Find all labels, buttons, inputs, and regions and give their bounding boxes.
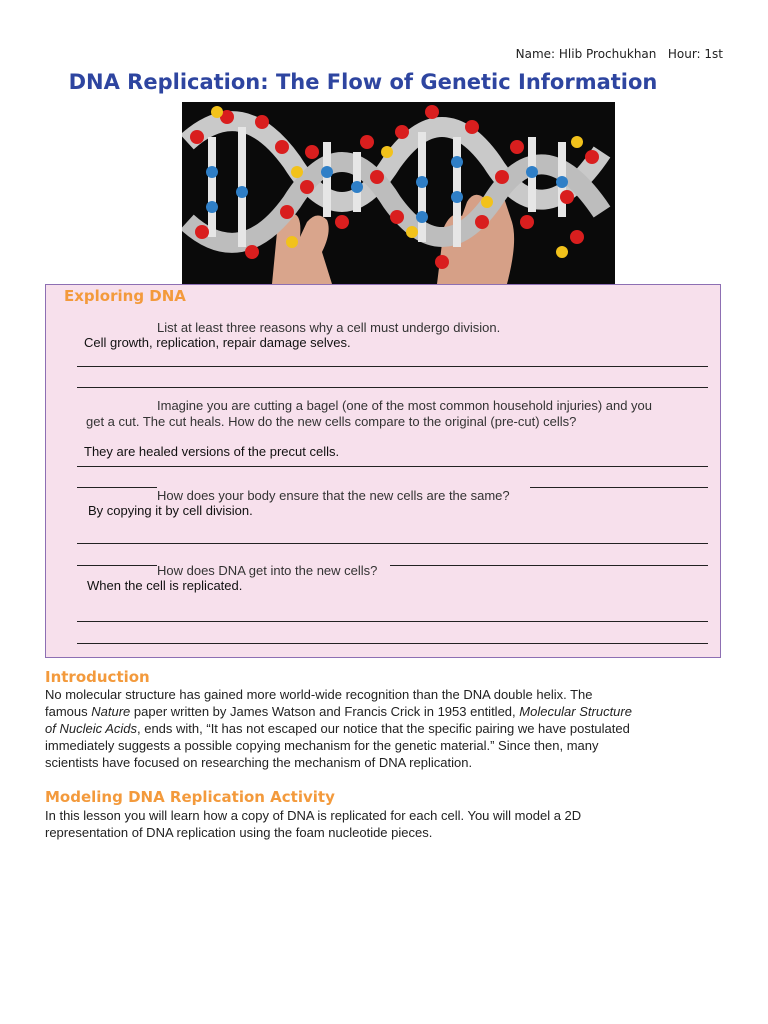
nature-journal: Nature — [91, 704, 131, 719]
page-title: DNA Replication: The Flow of Genetic Information — [68, 70, 658, 94]
activity-line-1: In this lesson you will learn how a copy of DNA is replicated for each cell. You will model a 2D — [45, 808, 582, 823]
question-2-line-1: Imagine you are cutting a bagel (one of the most common household injuries) and you — [157, 398, 653, 413]
student-name: Name: Hlib Prochukhan — [515, 47, 657, 61]
answer-line — [77, 543, 708, 544]
activity-line-2: representation of DNA replication using the foam nucleotide pieces. — [45, 825, 433, 840]
question-4: How does DNA get into the new cells? — [157, 563, 378, 578]
student-name-hour — [516, 47, 723, 61]
intro-line-4: immediately suggests a possible copying mechanism for the genetic material.” Since then, many — [45, 738, 599, 753]
answer-line — [530, 487, 708, 488]
activity-heading: Modeling DNA Replication Activity — [45, 788, 335, 806]
answer-2[interactable]: They are healed versions of the precut cells. — [84, 444, 340, 459]
hour-label: Hour: 1st — [667, 47, 723, 61]
question-2-line-2: get a cut. The cut heals. How do the new cells compare to the original (pre-cut) cells? — [86, 414, 577, 429]
introduction-paragraph — [45, 686, 685, 771]
question-1: List at least three reasons why a cell must undergo division. — [157, 320, 501, 335]
answer-line — [77, 643, 708, 644]
introduction-heading: Introduction — [45, 668, 150, 686]
answer-line — [77, 466, 708, 467]
exploring-dna-heading: Exploring DNA — [64, 287, 186, 305]
intro-line-2: famous Nature paper written by James Watson and Francis Crick in 1953 entitled, Molecular Structure — [45, 704, 632, 719]
question-3: How does your body ensure that the new cells are the same? — [157, 488, 510, 503]
intro-line-1: No molecular structure has gained more world-wide recognition than the DNA double helix. The — [45, 687, 593, 702]
paper-title: Molecular Structure — [519, 704, 632, 719]
dna-model-photo — [182, 102, 615, 284]
answer-1[interactable]: Cell growth, replication, repair damage selves. — [84, 335, 351, 350]
answer-line — [77, 565, 157, 566]
intro-line-3: of Nucleic Acids, ends with, “It has not escaped our notice that the specific pairing we have postulated — [45, 721, 630, 736]
answer-4[interactable]: When the cell is replicated. — [87, 578, 243, 593]
answer-line — [77, 387, 708, 388]
paper-title-cont: of Nucleic Acids — [45, 721, 137, 736]
answer-line — [77, 366, 708, 367]
answer-line — [390, 565, 708, 566]
intro-line-5: scientists have focused on researching the mechanism of DNA replication. — [45, 755, 473, 770]
answer-line — [77, 487, 157, 488]
activity-paragraph — [45, 807, 685, 841]
answer-line — [77, 621, 708, 622]
answer-3[interactable]: By copying it by cell division. — [88, 503, 253, 518]
